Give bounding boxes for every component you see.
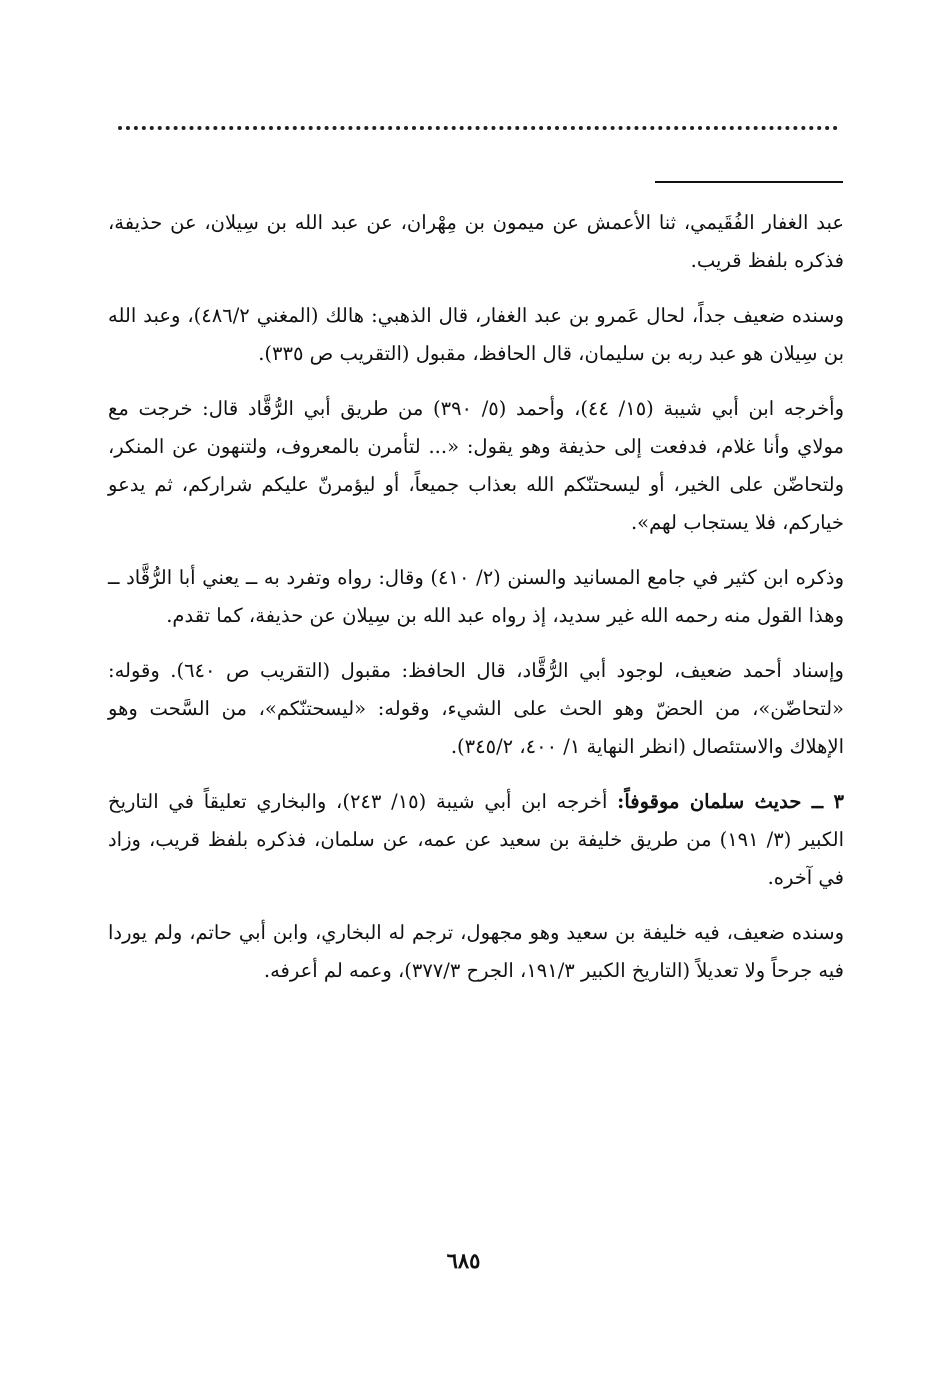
paragraph-7: وسنده ضعيف، فيه خليفة بن سعيد وهو مجهول، ترجم له البخاري، وابن أبي حاتم، ولم يوردا فيه جرحاً ولا تعديلاً (التاريخ الكبير ١٩١/٣، الجرح ٣٧٧/٣)، وعمه لم أعرفه. bbox=[108, 921, 844, 982]
paragraph-3: وأخرجه ابن أبي شيبة (١٥/ ٤٤)، وأحمد (٥/ ٣٩٠) من طريق أبي الرُّقَّاد قال: خرجت مع مولاي وأنا غلام، فدفعت إلى حذيفة وهو يقول: «... لتأمرن بالمعروف، ولتنهون عن المنكر، ولتحاضّن على الخير، أو ليسحتنّكم الله بعذاب جميعاً، أو ليؤمرنّ عليكم شراركم، ثم يدعو خياركم، فلا يستجاب لهم». bbox=[108, 397, 844, 534]
paragraph-6 bbox=[108, 783, 844, 897]
hadith-heading: ٣ ــ حديث سلمان موقوفاً: bbox=[617, 790, 844, 813]
paragraph-1: عبد الغفار الفُقَيمي، ثنا الأعمش عن ميمون بن مِهْران، عن عبد الله بن سِيلان، عن حذيفة، فذكره بلفظ قريب. bbox=[108, 211, 844, 272]
footnote-text bbox=[108, 204, 844, 1007]
page-number: ٦٨٥ bbox=[446, 1248, 481, 1273]
footnote-rule bbox=[655, 181, 843, 183]
dotted-separator bbox=[118, 126, 838, 130]
paragraph-6-text: أخرجه ابن أبي شيبة (١٥/ ٢٤٣)، والبخاري تعليقاً في التاريخ الكبير (٣/ ١٩١) من طريق خليفة بن سعيد عن عمه، عن سلمان، فذكره بلفظ قريب، وزاد في آخره. bbox=[108, 790, 844, 889]
paragraph-5: وإسناد أحمد ضعيف، لوجود أبي الرُّقَّاد، قال الحافظ: مقبول (التقريب ص ٦٤٠). وقوله: «لتحاضّن»، من الحضّ وهو الحث على الشيء، وقوله: «ليسحتنّكم»، من السَّحت وهو الإهلاك والاستئصال (انظر النهاية ١/ ٤٠٠، ٣٤٥/٢). bbox=[108, 659, 844, 758]
paragraph-2: وسنده ضعيف جداً، لحال عَمرو بن عبد الغفار، قال الذهبي: هالك (المغني ٤٨٦/٢)، وعبد الله بن سِيلان هو عبد ربه بن سليمان، قال الحافظ، مقبول (التقريب ص ٣٣٥). bbox=[108, 304, 844, 365]
paragraph-4: وذكره ابن كثير في جامع المسانيد والسنن (٢/ ٤١٠) وقال: رواه وتفرد به ــ يعني أبا الرُّقَّاد ــ وهذا القول منه رحمه الله غير سديد، إذ رواه عبد الله بن سِيلان عن حذيفة، كما تقدم. bbox=[108, 566, 844, 627]
